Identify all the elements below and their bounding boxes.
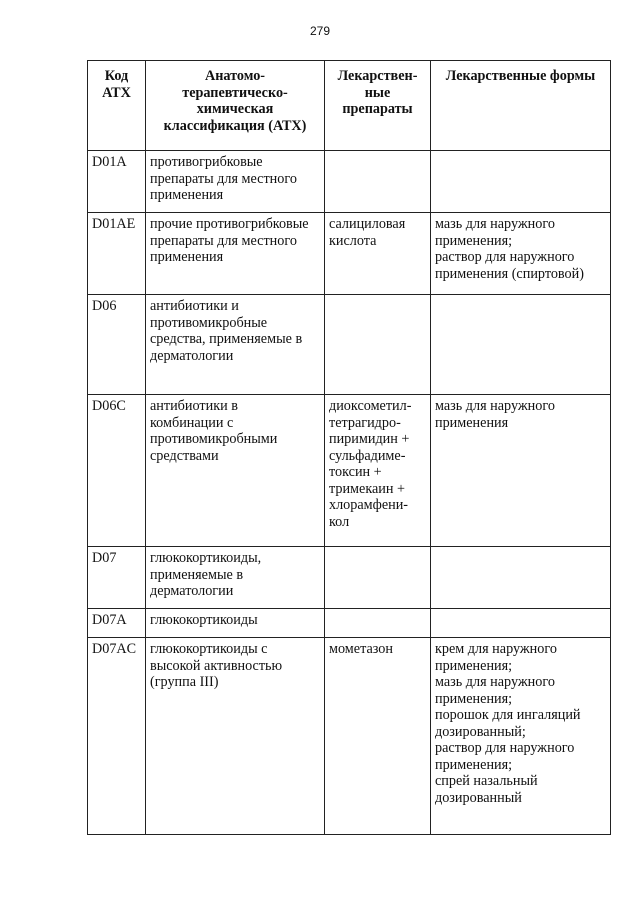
table-row (88, 547, 611, 609)
cell-forms: мазь для наружного применения (431, 395, 611, 547)
cell-drugs (325, 295, 431, 395)
cell-drugs (325, 547, 431, 609)
cell-code: D01A (88, 151, 146, 213)
table-row (88, 638, 611, 835)
cell-forms (431, 151, 611, 213)
cell-drugs: мометазон (325, 638, 431, 835)
page-number: 279 (309, 24, 331, 38)
header-classification: Анатомо- терапевтическо- химическая классификация (АТХ) (146, 61, 325, 151)
cell-code: D07AC (88, 638, 146, 835)
table-row (88, 151, 611, 213)
cell-classification: глюкокортикоиды, применяемые в дерматологии (146, 547, 325, 609)
cell-drugs (325, 609, 431, 638)
cell-forms (431, 609, 611, 638)
cell-classification: глюкокортикоиды (146, 609, 325, 638)
cell-forms: крем для наружного применения; мазь для наружного применения; порошок для ингаляций дозированный; раствор для наружного применения; спрей назальный дозированный (431, 638, 611, 835)
cell-forms (431, 295, 611, 395)
cell-drugs (325, 151, 431, 213)
cell-drugs: диоксометил- тетрагидро- пиримидин + сульфадиме- токсин + тримекаин + хлорамфени- кол (325, 395, 431, 547)
cell-code: D06C (88, 395, 146, 547)
header-code: Код АТХ (88, 61, 146, 151)
header-forms: Лекарственные формы (431, 61, 611, 151)
cell-code: D01AE (88, 213, 146, 295)
cell-classification: прочие противогрибковые препараты для местного применения (146, 213, 325, 295)
cell-code: D06 (88, 295, 146, 395)
header-drugs: Лекарствен- ные препараты (325, 61, 431, 151)
cell-classification: противогрибковые препараты для местного применения (146, 151, 325, 213)
cell-classification: глюкокортикоиды с высокой активностью (группа III) (146, 638, 325, 835)
cell-drugs: салициловая кислота (325, 213, 431, 295)
cell-forms: мазь для наружного применения; раствор для наружного применения (спиртовой) (431, 213, 611, 295)
table-row (88, 295, 611, 395)
table-row (88, 609, 611, 638)
cell-code: D07 (88, 547, 146, 609)
table-row (88, 213, 611, 295)
cell-code: D07A (88, 609, 146, 638)
table-row (88, 395, 611, 547)
table-header-row (88, 61, 611, 151)
atx-classification-table (87, 60, 611, 835)
cell-forms (431, 547, 611, 609)
cell-classification: антибиотики в комбинации с противомикробными средствами (146, 395, 325, 547)
cell-classification: антибиотики и противомикробные средства, применяемые в дерматологии (146, 295, 325, 395)
